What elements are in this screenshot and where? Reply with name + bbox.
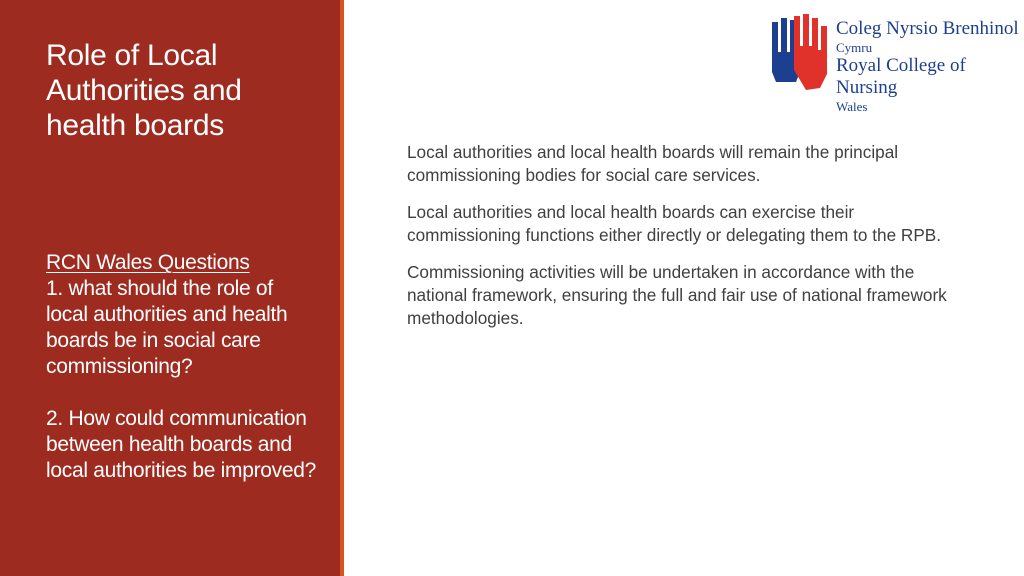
question-spacer [46,380,316,406]
logo-red-hand [794,14,827,90]
questions-heading: RCN Wales Questions [46,251,250,274]
content-paragraph-3: Commissioning activities will be undertaken in accordance with the national framework, ensuring the full and fair use of national framework methodologies. [407,262,947,328]
logo-english-name: Royal College of Nursing [836,55,966,98]
content-paragraph-2: Local authorities and local health boards can exercise their commissioning functions either directly or delegating them to the RPB. [407,202,942,245]
content-paragraph-1: Local authorities and local health boards will remain the principal commissioning bodies for social care services. [407,142,899,185]
question-1: 1. what should the role of local authorities and health boards be in social care commissioning? [46,277,288,378]
logo-english-country: Wales [836,99,868,114]
sidebar-accent-edge [340,0,344,576]
logo-text [836,18,1021,114]
question-2: 2. How could communication between health boards and local authorities be improved? [46,407,316,482]
slide-title: Role of Local Authorities and health boards [46,39,242,142]
questions-block [46,250,316,484]
content-body [407,141,967,344]
logo-welsh-country: Cymru [836,40,873,55]
logo-welsh-name: Coleg Nyrsio Brenhinol [836,18,1019,39]
